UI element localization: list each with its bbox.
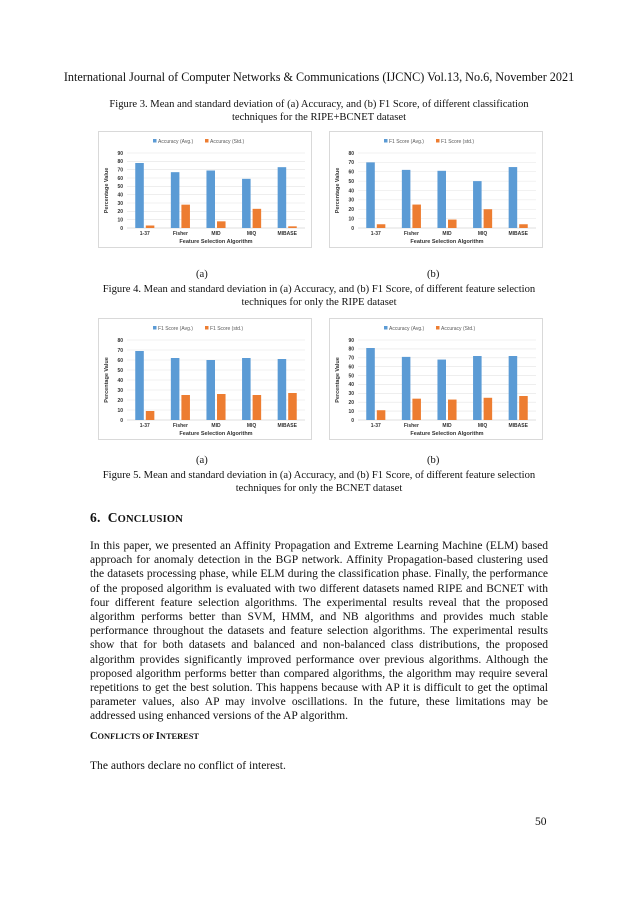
y-tick-label: 50	[348, 178, 354, 185]
section-title-initial: C	[107, 510, 118, 525]
bar-avg	[437, 171, 446, 228]
bar-avg	[278, 359, 287, 420]
chart-fig4b	[329, 131, 543, 248]
chart-fig4b-svg	[330, 132, 542, 247]
y-tick-label: 60	[348, 169, 354, 176]
y-tick-label: 60	[117, 357, 123, 364]
y-tick-label: 60	[117, 175, 123, 182]
legend-swatch-std	[436, 139, 440, 143]
x-axis-label: Feature Selection Algorithm	[179, 431, 253, 437]
coi-w1-rest: ONFLICTS OF	[97, 732, 156, 741]
conflicts-text: The authors declare no conflict of interest.	[90, 760, 286, 772]
bar-avg	[135, 351, 144, 420]
y-tick-label: 50	[117, 367, 123, 374]
y-tick-label: 80	[117, 159, 123, 166]
bar-avg	[135, 163, 144, 228]
conflicts-heading	[90, 731, 199, 742]
chart-fig5b-svg	[330, 319, 542, 439]
fig4-label-a: (a)	[196, 269, 208, 280]
bar-std	[484, 398, 493, 420]
bar-avg	[366, 348, 375, 420]
y-tick-label: 0	[351, 417, 354, 424]
x-tick-label: MIBASE	[508, 423, 528, 429]
bar-std	[448, 400, 457, 420]
y-tick-label: 30	[117, 387, 123, 394]
y-axis-label: Percentage Value	[104, 357, 110, 403]
bar-avg	[206, 171, 215, 229]
journal-header: International Journal of Computer Networks & Communications (IJCNC) Vol.13, No.6, November 2021	[63, 70, 575, 84]
x-tick-label: Fisher	[403, 231, 419, 237]
legend-swatch-avg	[384, 139, 388, 143]
legend-swatch-std	[436, 326, 440, 330]
chart-fig5a	[98, 318, 312, 440]
fig4-label-b: (b)	[427, 269, 440, 280]
x-tick-label: MIQ	[477, 423, 488, 429]
y-tick-label: 90	[117, 150, 123, 157]
y-tick-label: 20	[117, 209, 123, 216]
bar-std	[412, 205, 421, 228]
bar-avg	[509, 167, 518, 228]
bar-avg	[171, 358, 180, 420]
bar-std	[217, 394, 226, 420]
x-tick-label: 1-37	[370, 231, 381, 237]
bar-std	[519, 396, 528, 420]
y-tick-label: 40	[348, 188, 354, 195]
chart-fig4a	[98, 131, 312, 248]
y-tick-label: 60	[348, 364, 354, 371]
y-tick-label: 0	[120, 225, 123, 232]
y-tick-label: 10	[117, 407, 123, 414]
y-tick-label: 40	[117, 377, 123, 384]
bar-std	[412, 399, 421, 420]
y-axis-label: Percentage Value	[335, 167, 341, 214]
bar-avg	[473, 181, 482, 228]
figure4-caption: Figure 4. Mean and standard deviation in (a) Accuracy, and (b) F1 Score, of different feature selection techniques for only the RIPE dataset	[102, 284, 536, 308]
x-axis-label: Feature Selection Algorithm	[410, 431, 484, 437]
x-tick-label: MID	[442, 231, 452, 237]
bar-std	[181, 205, 190, 228]
chart-fig5a-svg	[99, 319, 311, 439]
x-tick-label: Fisher	[172, 423, 188, 429]
x-tick-label: MIQ	[246, 423, 257, 429]
coi-w2-initial: I	[155, 731, 160, 742]
x-tick-label: MID	[442, 423, 452, 429]
x-tick-label: 1-37	[139, 231, 150, 237]
legend-swatch-std	[205, 326, 209, 330]
x-tick-label: Fisher	[172, 231, 188, 237]
legend-label-avg: Accuracy (Avg.)	[158, 139, 194, 145]
x-axis-label: Feature Selection Algorithm	[410, 239, 484, 245]
bar-std	[253, 395, 262, 420]
y-tick-label: 70	[348, 160, 354, 167]
y-tick-label: 80	[117, 337, 123, 344]
bar-std	[519, 224, 528, 228]
y-tick-label: 20	[348, 207, 354, 214]
bar-avg	[437, 360, 446, 420]
y-axis-label: Percentage Value	[335, 357, 341, 403]
coi-w1-initial: C	[90, 731, 98, 742]
legend-swatch-avg	[384, 326, 388, 330]
bar-std	[448, 220, 457, 228]
legend-label-std: Accuracy (Std.)	[210, 139, 245, 145]
x-tick-label: MIQ	[246, 231, 257, 237]
page-number: 50	[535, 816, 547, 828]
bar-avg	[402, 357, 411, 420]
x-axis-label: Feature Selection Algorithm	[179, 239, 253, 245]
y-tick-label: 50	[117, 184, 123, 191]
bar-std	[484, 209, 493, 228]
bar-avg	[402, 170, 411, 228]
bar-std	[181, 395, 190, 420]
legend-label-std: F1 Score (std.)	[441, 139, 475, 145]
legend-label-avg: F1 Score (Avg.)	[389, 139, 424, 145]
y-tick-label: 70	[348, 355, 354, 362]
x-tick-label: MIBASE	[277, 231, 297, 237]
x-tick-label: MID	[211, 423, 221, 429]
section-number: 6.	[90, 510, 101, 525]
legend-swatch-std	[205, 139, 209, 143]
conclusion-paragraph: In this paper, we presented an Affinity Propagation and Extreme Learning Machine (ELM) based approach for anomaly detection in the BGP network. Affinity Propagation-based clustering used the datasets processing phase, while ELM during the classification phase. Finally, the performance of the proposed algorithm is evaluated with two different datasets named RIPE and BCNET with four different feature selection algorithms. The experimental results reveal that the proposed algorithm performs better than SVM, HMM, and NB algorithms and provides much stable performance throughout the datasets and feature selection algorithms. The experimental results show that for both datasets and balanced and non-balanced class distributions, the proposed algorithm provides significantly improved performance over previous algorithms. Although the proposed algorithm performs better than compared algorithms, the algorithm may require several repetitions to get the best solution. This happens because with AP it is difficult to get the optimal parameter values, also AP may involve oscillations. In the future, these limitations may be addressed using enhanced versions of the AP algorithm.	[90, 540, 548, 723]
section-heading	[90, 510, 183, 526]
bar-avg	[206, 360, 215, 420]
y-tick-label: 70	[117, 347, 123, 354]
legend-label-std: Accuracy (Std.)	[441, 326, 476, 332]
legend-swatch-avg	[153, 139, 157, 143]
x-tick-label: Fisher	[403, 423, 419, 429]
bar-std	[146, 226, 155, 229]
bar-avg	[278, 167, 287, 228]
figure5-caption: Figure 5. Mean and standard deviation in (a) Accuracy, and (b) F1 Score, of different feature selection techniques for only the BCNET dataset	[102, 470, 536, 494]
y-tick-label: 20	[348, 400, 354, 407]
bar-std	[288, 226, 297, 228]
bar-avg	[509, 356, 518, 420]
figure3-caption: Figure 3. Mean and standard deviation of (a) Accuracy, and (b) F1 Score, of different classification techniques for the RIPE+BCNET dataset	[109, 99, 529, 123]
bar-std	[377, 224, 386, 228]
bar-avg	[366, 162, 375, 228]
bar-std	[146, 411, 155, 420]
chart-fig4a-svg	[99, 132, 311, 247]
legend-label-std: F1 Score (std.)	[210, 326, 244, 332]
y-tick-label: 80	[348, 346, 354, 353]
y-tick-label: 20	[117, 397, 123, 404]
y-tick-label: 10	[348, 408, 354, 415]
bar-avg	[242, 179, 251, 228]
legend-label-avg: Accuracy (Avg.)	[389, 326, 425, 332]
y-tick-label: 10	[117, 217, 123, 224]
y-tick-label: 30	[117, 200, 123, 207]
bar-std	[377, 410, 386, 420]
y-tick-label: 80	[348, 150, 354, 157]
bar-avg	[473, 356, 482, 420]
coi-w2-rest: NTEREST	[159, 732, 199, 741]
fig5-label-a: (a)	[196, 455, 208, 466]
x-tick-label: MIQ	[477, 231, 488, 237]
chart-fig5b	[329, 318, 543, 440]
fig5-label-b: (b)	[427, 455, 440, 466]
y-tick-label: 90	[348, 337, 354, 344]
section-title-rest: ONCLUSION	[117, 514, 184, 525]
x-tick-label: MIBASE	[508, 231, 528, 237]
y-tick-label: 50	[348, 373, 354, 380]
y-tick-label: 0	[351, 225, 354, 232]
x-tick-label: MID	[211, 231, 221, 237]
y-tick-label: 10	[348, 216, 354, 223]
y-tick-label: 30	[348, 197, 354, 204]
bar-avg	[171, 172, 180, 228]
y-tick-label: 30	[348, 391, 354, 398]
bar-std	[253, 209, 262, 228]
y-tick-label: 40	[117, 192, 123, 199]
x-tick-label: 1-37	[139, 423, 150, 429]
y-tick-label: 70	[117, 167, 123, 174]
legend-swatch-avg	[153, 326, 157, 330]
bar-std	[288, 393, 297, 420]
bar-avg	[242, 358, 251, 420]
legend-label-avg: F1 Score (Avg.)	[158, 326, 193, 332]
x-tick-label: 1-37	[370, 423, 381, 429]
bar-std	[217, 221, 226, 228]
y-tick-label: 40	[348, 382, 354, 389]
x-tick-label: MIBASE	[277, 423, 297, 429]
y-tick-label: 0	[120, 417, 123, 424]
y-axis-label: Percentage Value	[104, 167, 110, 214]
